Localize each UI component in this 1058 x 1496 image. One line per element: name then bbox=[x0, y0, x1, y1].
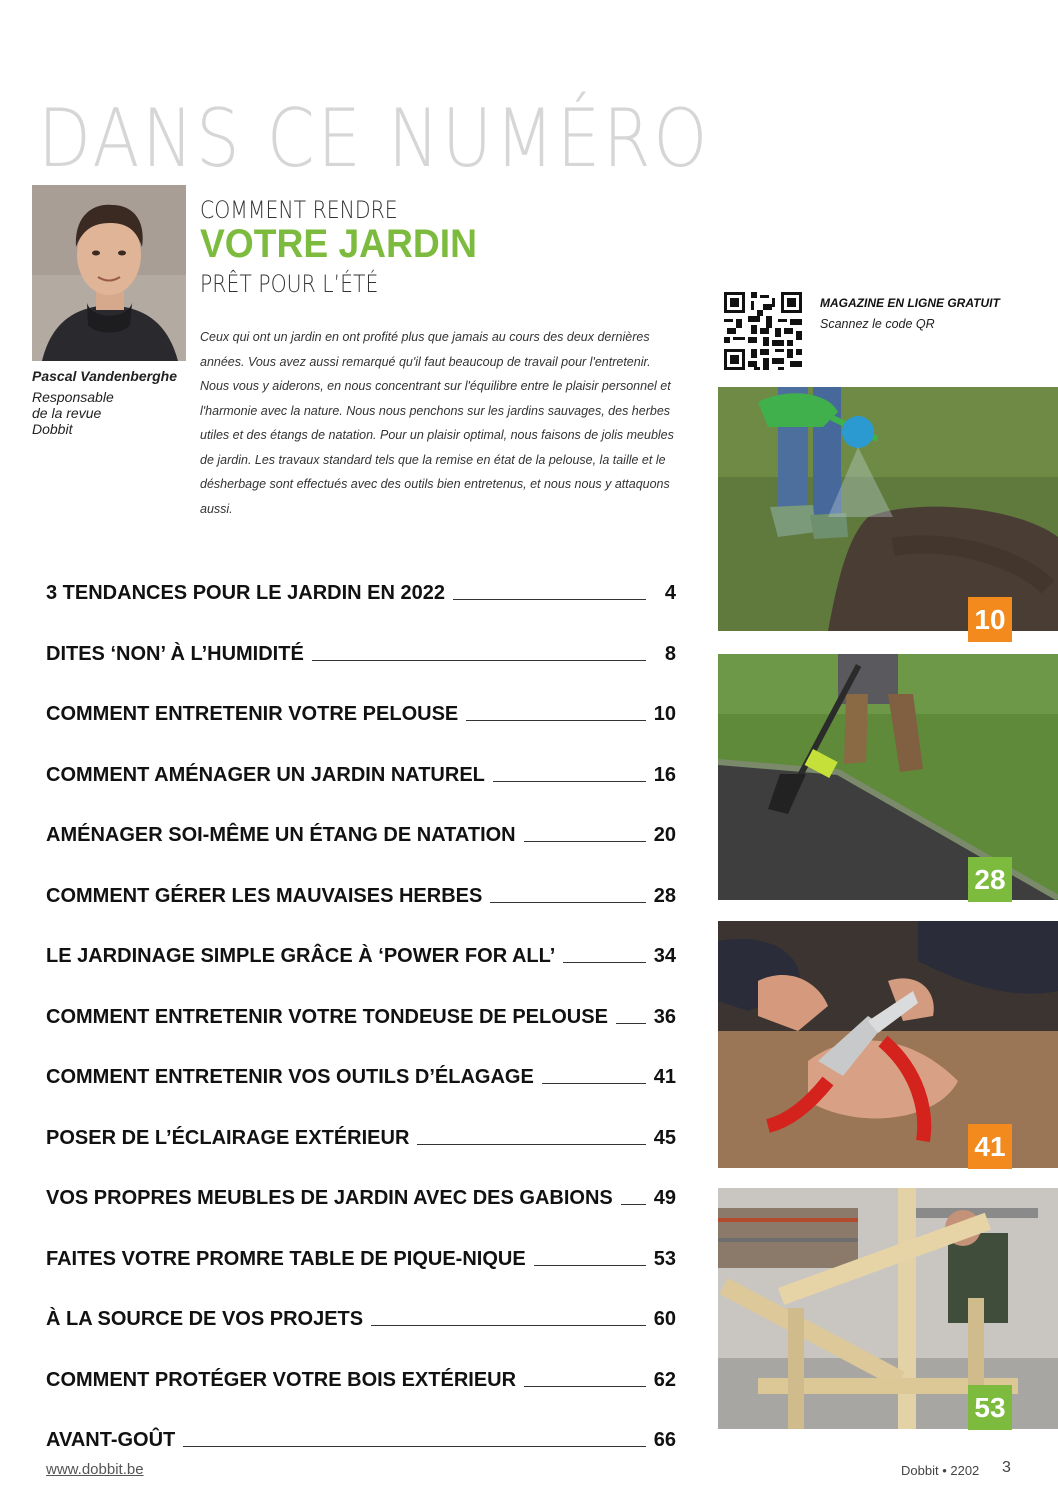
toc-leader bbox=[621, 1204, 646, 1205]
editor-role-line: Responsable bbox=[32, 389, 114, 405]
toc-entry[interactable] bbox=[46, 1180, 676, 1210]
qr-subtitle: Scannez le code QR bbox=[820, 317, 935, 331]
toc-leader bbox=[466, 720, 646, 721]
toc-entry-title: AVANT-GOÛT bbox=[46, 1429, 176, 1451]
toc-leader bbox=[490, 902, 645, 903]
toc-leader bbox=[312, 660, 646, 661]
toc-entry-title: À LA SOURCE DE VOS PROJETS bbox=[46, 1308, 364, 1330]
toc-leader bbox=[534, 1265, 646, 1266]
toc-entry-title: COMMENT ENTRETENIR VOTRE PELOUSE bbox=[46, 703, 459, 725]
page-number: 3 bbox=[1002, 1459, 1011, 1476]
toc-entry[interactable] bbox=[46, 1120, 676, 1150]
toc-entry[interactable] bbox=[46, 817, 676, 847]
toc-entry[interactable] bbox=[46, 1301, 676, 1331]
toc-entry-title: COMMENT PROTÉGER VOTRE BOIS EXTÉRIEUR bbox=[46, 1369, 517, 1391]
toc-entry[interactable] bbox=[46, 878, 676, 908]
toc-entry-page: 45 bbox=[653, 1127, 676, 1149]
photo-page-badge: 41 bbox=[968, 1124, 1012, 1169]
toc-leader bbox=[616, 1023, 646, 1024]
toc-entry-title: COMMENT ENTRETENIR VOS OUTILS D’ÉLAGAGE bbox=[46, 1066, 534, 1088]
editor-role-line: Dobbit bbox=[32, 421, 73, 437]
toc-entry-page: 41 bbox=[653, 1066, 676, 1088]
toc-entry-title: COMMENT GÉRER LES MAUVAISES HERBES bbox=[46, 885, 483, 907]
qr-code[interactable] bbox=[724, 292, 802, 370]
toc-entry[interactable] bbox=[46, 757, 676, 787]
toc-entry-title: LE JARDINAGE SIMPLE GRÂCE À ‘POWER FOR ALL’ bbox=[46, 945, 556, 967]
website-link[interactable]: www.dobbit.be bbox=[46, 1461, 144, 1478]
headline-line-3: PRÊT POUR L’ÉTÉ bbox=[200, 270, 379, 298]
toc-entry-title: AMÉNAGER SOI-MÊME UN ÉTANG DE NATATION bbox=[46, 824, 516, 846]
toc-entry-title: POSER DE L’ÉCLAIRAGE EXTÉRIEUR bbox=[46, 1127, 410, 1149]
toc-leader bbox=[563, 962, 645, 963]
toc-entry[interactable] bbox=[46, 1059, 676, 1089]
editor-role-line: de la revue bbox=[32, 405, 102, 421]
toc-entry[interactable] bbox=[46, 1362, 676, 1392]
toc-entry-title: VOS PROPRES MEUBLES DE JARDIN AVEC DES GABIONS bbox=[46, 1187, 613, 1209]
headline-line-1: COMMENT RENDRE bbox=[200, 196, 398, 224]
toc-entry-page: 34 bbox=[653, 945, 676, 967]
toc-entry[interactable] bbox=[46, 1422, 676, 1452]
intro-text: Ceux qui ont un jardin en ont profité plus que jamais au cours des deux dernières années. Vous avez aussi remarqué qu'il faut beaucoup de travail pour l'entretenir. Nous vous y aiderons, en nous concentrant sur l'équilibre entre le plaisir personnel et l'harmonie avec la nature. Nous nous penchons sur les jardins sauvages, des herbes utiles et des étangs de natation. Pour un plaisir optimal, nous faisons de jolis meubles de jardin. Les travaux standard tels que la remise en état de la pelouse, la taille et le désherbage sont effectués avec des outils bien entretenus, et nous nous y attaquons aussi. bbox=[200, 330, 674, 516]
toc-entry-page: 49 bbox=[653, 1187, 676, 1209]
editor-portrait bbox=[32, 185, 186, 361]
toc-entry-page: 8 bbox=[664, 643, 676, 665]
toc-leader bbox=[371, 1325, 646, 1326]
magazine-issue: Dobbit • 2202 bbox=[901, 1463, 980, 1478]
toc-leader bbox=[524, 1386, 646, 1387]
toc-entry[interactable] bbox=[46, 999, 676, 1029]
toc-leader bbox=[417, 1144, 645, 1145]
toc-entry-page: 16 bbox=[653, 764, 676, 786]
toc-entry-page: 62 bbox=[653, 1369, 676, 1391]
editor-name: Pascal Vandenberghe bbox=[32, 368, 177, 384]
toc-leader bbox=[524, 841, 646, 842]
toc-leader bbox=[453, 599, 646, 600]
toc-entry[interactable] bbox=[46, 1241, 676, 1271]
toc-entry-title: DITES ‘NON’ À L’HUMIDITÉ bbox=[46, 643, 304, 665]
toc-entry-page: 28 bbox=[653, 885, 676, 907]
toc-entry-page: 60 bbox=[653, 1308, 676, 1330]
qr-title: MAGAZINE EN LIGNE GRATUIT bbox=[820, 296, 1000, 310]
toc-entry-title: COMMENT AMÉNAGER UN JARDIN NATUREL bbox=[46, 764, 485, 786]
toc-entry-page: 4 bbox=[664, 582, 676, 604]
photo-page-badge: 53 bbox=[968, 1385, 1012, 1430]
toc-entry-page: 36 bbox=[653, 1006, 676, 1028]
toc-entry-title: 3 TENDANCES POUR LE JARDIN EN 2022 bbox=[46, 582, 445, 604]
page-title: DANS CE NUMÉRO bbox=[38, 92, 710, 185]
toc-leader bbox=[493, 781, 646, 782]
toc-entry-page: 53 bbox=[653, 1248, 676, 1270]
toc-entry-page: 10 bbox=[653, 703, 676, 725]
toc-entry[interactable] bbox=[46, 575, 676, 605]
photo-watering-lawn bbox=[718, 387, 1058, 631]
toc-leader bbox=[542, 1083, 646, 1084]
toc-entry[interactable] bbox=[46, 636, 676, 666]
photo-page-badge: 10 bbox=[968, 597, 1012, 642]
toc-entry[interactable] bbox=[46, 938, 676, 968]
toc-entry-title: COMMENT ENTRETENIR VOTRE TONDEUSE DE PELOUSE bbox=[46, 1006, 608, 1028]
toc-entry-page: 66 bbox=[653, 1429, 676, 1451]
toc-entry-title: FAITES VOTRE PROMRE TABLE DE PIQUE-NIQUE bbox=[46, 1248, 526, 1270]
toc-entry-page: 20 bbox=[653, 824, 676, 846]
photo-page-badge: 28 bbox=[968, 857, 1012, 902]
headline-line-2: VOTRE JARDIN bbox=[200, 222, 477, 266]
toc-leader bbox=[183, 1446, 646, 1447]
toc-entry[interactable] bbox=[46, 696, 676, 726]
